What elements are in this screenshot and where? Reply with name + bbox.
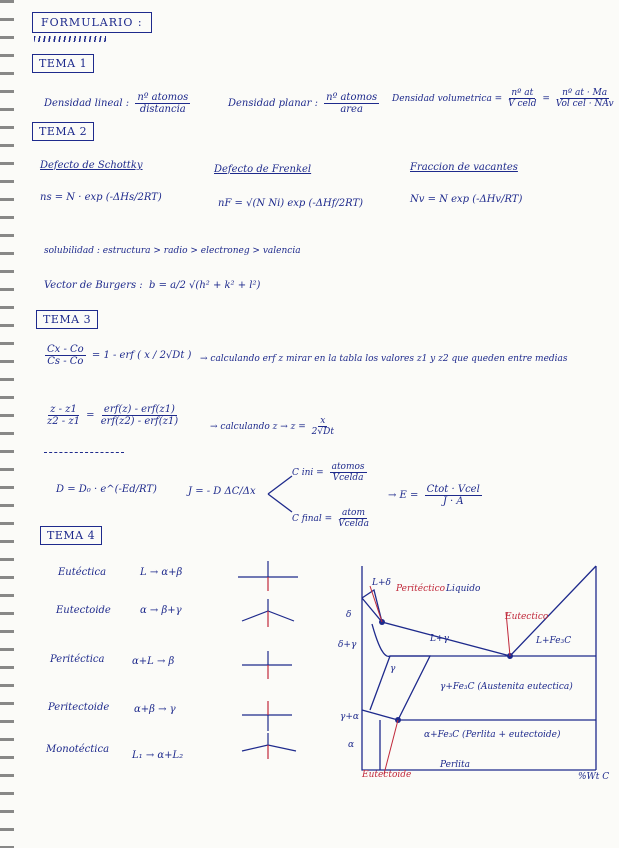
- densidad-volumetrica: Densidad volumetrica = $\frac{\text{nº at}}{\text{V celd}}$ = $\frac{\text{nº at · Ma}}{\text{Vol cel · NAv}}$: [392, 88, 614, 109]
- page-title: FORMULARIO :: [32, 12, 152, 33]
- label-eutectico: Eutectico: [505, 612, 549, 622]
- tema3-label: TEMA 3: [36, 310, 98, 329]
- frenkel-title: Defecto de Frenkel: [214, 164, 312, 175]
- label-delta-gamma: δ+γ: [338, 640, 357, 650]
- reaction-equation: α+L → β: [132, 656, 175, 667]
- dashed-divider: [44, 452, 124, 453]
- label-eutectoide: Eutectoide: [362, 770, 412, 780]
- label-l-delta: L+δ: [372, 578, 391, 588]
- reaction-equation: α → β+γ: [140, 605, 182, 616]
- fick-formula: J = - D ΔC/Δx: [188, 486, 256, 497]
- phase-diagram: [330, 560, 615, 790]
- label-perlita: Perlita: [440, 760, 471, 770]
- frenkel-formula: nF = √(N Ni) exp (-ΔHf/2RT): [218, 198, 364, 209]
- label-l-gamma: L+γ: [430, 634, 449, 644]
- reaction-row: Eutéctica: [58, 567, 107, 578]
- interpolation-note: → calculando z → z = $\frac{x}{2√Dt}$: [210, 416, 334, 437]
- peritectic-sketch: [242, 651, 292, 665]
- flux-result: → E = $\frac{\text{Ctot · Vcel}}{J \cdot A}$: [388, 484, 480, 507]
- label-l-fe3c: L+Fe₃C: [536, 636, 572, 646]
- reaction-equation: L → α+β: [140, 567, 183, 578]
- alpha-boundary: [362, 710, 398, 720]
- label-delta: δ: [346, 610, 352, 620]
- reaction-row: Peritéctica: [50, 654, 105, 665]
- schottky-formula: ns = N · exp (-ΔHs/2RT): [40, 192, 162, 203]
- label-peritectico: Peritéctico: [396, 584, 446, 594]
- c-ini: C ini = $\frac{\text{atomos}}{\text{Vcelda}}$: [292, 462, 365, 483]
- reaction-equation: α+β → γ: [134, 704, 176, 715]
- reaction-row: Eutectoide: [56, 605, 111, 616]
- arrhenius-formula: D = D₀ · e^(-Ed/RT): [56, 484, 157, 495]
- peritectoid-sketch: [242, 715, 292, 731]
- vacantes-title: Fraccion de vacantes: [410, 162, 518, 173]
- interpolation-equation: $\frac{z - z1}{z2 - z1}$ = $\frac{\text{erf(z) - erf(z1)}}{\text{erf(z2) - erf(z1)}}$: [47, 404, 179, 427]
- tema1-label: TEMA 1: [32, 54, 94, 73]
- label-alpha: α: [348, 740, 355, 750]
- reaction-row: Peritectoide: [48, 702, 110, 713]
- reaction-row: Monotéctica: [46, 744, 110, 755]
- reaction-sketches: [230, 555, 325, 770]
- label-liquido: Liquido: [446, 584, 481, 594]
- eutectic-sketch: [238, 561, 298, 577]
- label-gamma-fe3c: γ+Fe₃C (Austenita eutectica): [440, 682, 573, 692]
- notebook-binding: [0, 0, 14, 848]
- label-alpha-fe3c: α+Fe₃C (Perlita + eutectoide): [424, 730, 561, 740]
- label-alpha-gamma: γ+α: [340, 712, 359, 722]
- tema2-label: TEMA 2: [32, 122, 94, 141]
- label-percent-c: %Wt C: [578, 772, 610, 782]
- densidad-lineal: Densidad lineal : $\frac{\text{nº atomos}}{\text{distancia}}$: [44, 92, 189, 115]
- erf-equation: $\frac{Cx - Co}{Cs - Co}$ = 1 - erf ( x / 2√Dt ): [47, 344, 192, 367]
- tema4-label: TEMA 4: [40, 526, 102, 545]
- schottky-title: Defecto de Schottky: [40, 160, 143, 171]
- vector-burgers: Vector de Burgers : b = a/2 √(h² + k² + l²): [44, 280, 261, 291]
- solubilidad: solubilidad : estructura > radio > electroneg > valencia: [44, 246, 301, 256]
- delta-region: [362, 590, 382, 622]
- label-gamma: γ: [390, 664, 396, 674]
- monotectic-sketch: [242, 733, 296, 751]
- erf-note: → calculando erf z mirar en la tabla los valores z1 y z2 que queden entre medias: [200, 354, 568, 364]
- title-hatching: [34, 36, 106, 42]
- reaction-equation: L₁ → α+L₂: [132, 750, 184, 761]
- densidad-planar: Densidad planar : $\frac{\text{nº atomos}}{\text{area}}$: [228, 92, 378, 115]
- vacantes-formula: Nv = N exp (-ΔHv/RT): [410, 194, 523, 205]
- gamma-boundary: [372, 624, 390, 656]
- c-final: C final = $\frac{\text{atom}}{\text{Vcelda}}$: [292, 508, 369, 529]
